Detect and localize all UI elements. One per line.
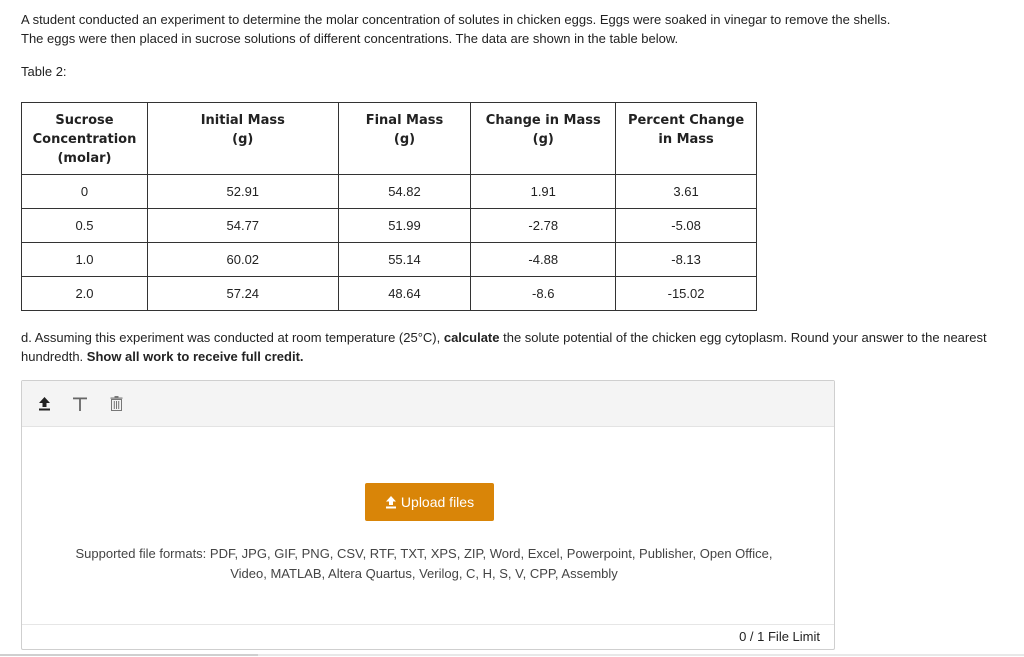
answer-toolbar	[22, 381, 834, 427]
table-cell: 1.0	[22, 243, 148, 277]
question-bold-calculate: calculate	[443, 330, 500, 345]
table-cell: 54.77	[147, 209, 338, 243]
table-cell: 3.61	[616, 175, 757, 209]
table-cell: 55.14	[338, 243, 471, 277]
table-cell: -8.6	[471, 277, 616, 311]
header-final-mass: Final Mass (g)	[338, 103, 471, 175]
text-icon[interactable]	[71, 395, 89, 413]
header-percent-change: Percent Change in Mass	[616, 103, 757, 175]
question-bold-instruction: Show all work to receive full credit.	[86, 349, 304, 364]
question-text	[21, 328, 1011, 366]
upload-files-button[interactable]	[365, 483, 494, 521]
table-cell: 48.64	[338, 277, 471, 311]
upload-arrow-icon	[385, 495, 397, 509]
header-change-in-mass: Change in Mass (g)	[471, 103, 616, 175]
table-cell: -4.88	[471, 243, 616, 277]
upload-footer	[22, 624, 834, 649]
file-limit-counter: 0 / 1 File Limit	[739, 629, 820, 644]
header-sucrose-concentration: Sucrose Concentration (molar)	[22, 103, 148, 175]
table-cell: 52.91	[147, 175, 338, 209]
question-middle: the solute potential of the chicken egg cytoplasm. Round your answer to the nearest hundredth.	[21, 330, 987, 364]
table-row	[22, 243, 757, 277]
table-cell: 54.82	[338, 175, 471, 209]
table-header-row	[22, 103, 757, 175]
horizontal-scrollbar[interactable]	[0, 654, 258, 656]
header-initial-mass: Initial Mass (g)	[147, 103, 338, 175]
intro-text	[21, 10, 1011, 48]
intro-line-1: A student conducted an experiment to determine the molar concentration of solutes in chicken eggs. Eggs were soaked in vinegar to remove the shells.	[21, 12, 891, 27]
upload-icon[interactable]	[35, 395, 53, 413]
upload-files-label: Upload files	[400, 494, 475, 510]
question-prefix: d. Assuming this experiment was conducted at room temperature (25°C),	[21, 330, 444, 345]
table-cell: 0	[22, 175, 148, 209]
table-cell: 60.02	[147, 243, 338, 277]
table-cell: 0.5	[22, 209, 148, 243]
table-row	[22, 277, 757, 311]
answer-upload-panel	[21, 380, 835, 650]
table-cell: 51.99	[338, 209, 471, 243]
table-label: Table 2:	[21, 64, 67, 79]
supported-formats-text: Supported file formats: PDF, JPG, GIF, PNG, CSV, RTF, TXT, XPS, ZIP, Word, Excel, Powerpoint, Publisher, Open Office, Video, MATLAB, Altera Quartus, Verilog, C, H, S, V, CPP, Assembly	[75, 546, 773, 581]
table-cell: 2.0	[22, 277, 148, 311]
table-cell: -2.78	[471, 209, 616, 243]
table-cell: 57.24	[147, 277, 338, 311]
data-table	[21, 102, 757, 311]
trash-icon[interactable]	[107, 395, 125, 413]
intro-line-2: The eggs were then placed in sucrose solutions of different concentrations. The data are shown in the table below.	[21, 31, 679, 46]
table-cell: 1.91	[471, 175, 616, 209]
upload-dropzone[interactable]	[22, 427, 834, 627]
table-cell: -15.02	[616, 277, 757, 311]
table-cell: -8.13	[616, 243, 757, 277]
table-row	[22, 209, 757, 243]
table-cell: -5.08	[616, 209, 757, 243]
table-row	[22, 175, 757, 209]
